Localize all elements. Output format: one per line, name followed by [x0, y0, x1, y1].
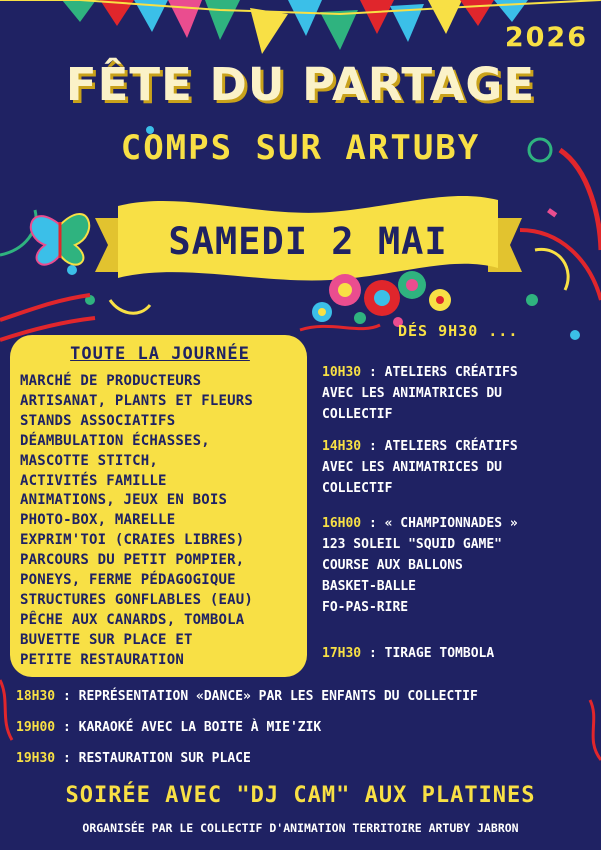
schedule-time: 16H00	[322, 516, 362, 531]
schedule-time: 17H30	[322, 646, 362, 661]
event-date: SAMEDI 2 MAI	[168, 220, 448, 263]
organizer-footer: ORGANISÉE PAR LE COLLECTIF D'ANIMATION TERRITOIRE ARTUBY JABRON	[82, 821, 519, 835]
evening-item	[16, 689, 596, 704]
list-item: PHOTO-BOX, MARELLE	[20, 512, 176, 529]
schedule-time: 14H30	[322, 439, 362, 454]
schedule-text: : « CHAMPIONNADES »	[361, 516, 518, 531]
soiree-headline: SOIRÉE AVEC "DJ CAM" AUX PLATINES	[65, 783, 536, 808]
schedule-item	[322, 362, 592, 425]
schedule-time: 10H30	[322, 365, 362, 380]
list-item: ARTISANAT, PLANTS ET FLEURS	[20, 392, 253, 409]
list-item: ANIMATIONS, JEUX EN BOIS	[20, 492, 228, 509]
all-day-title: TOUTE LA JOURNÉE	[70, 344, 250, 364]
list-item: MARCHÉ DE PRODUCTEURS	[20, 373, 202, 389]
schedule-text: : TIRAGE TOMBOLA	[361, 646, 495, 661]
schedule-text: : ATELIERS CRÉATIFS	[361, 365, 518, 380]
schedule-text: FO-PAS-RIRE	[322, 600, 409, 615]
schedule-text: AVEC LES ANIMATRICES DU	[322, 386, 503, 401]
start-time: DÉS 9H30 ...	[398, 322, 519, 340]
evening-text: : RESTAURATION SUR PLACE	[55, 751, 251, 766]
list-item: PETITE RESTAURATION	[20, 651, 184, 668]
schedule-text: COLLECTIF	[322, 407, 393, 422]
list-item: STRUCTURES GONFLABLES (EAU)	[20, 591, 253, 608]
schedule-text: BASKET-BALLE	[322, 579, 416, 594]
evening-item	[16, 720, 596, 735]
list-item: MASCOTTE STITCH,	[20, 452, 159, 469]
schedule-text: 123 SOLEIL "SQUID GAME"	[322, 537, 503, 552]
evening-time: 19H30	[16, 751, 56, 766]
page-title: FÊTE DU PARTAGE	[65, 58, 536, 111]
evening-item	[16, 751, 596, 766]
event-year: 2026	[504, 22, 588, 53]
evening-text: : KARAOKÉ AVEC LA BOITE À MIE'ZIK	[55, 720, 322, 735]
schedule-text: AVEC LES ANIMATRICES DU	[322, 460, 503, 475]
schedule-text: COURSE AUX BALLONS	[322, 558, 463, 573]
location-subtitle: COMPS SUR ARTUBY	[120, 128, 481, 168]
list-item: STANDS ASSOCIATIFS	[20, 412, 176, 429]
list-item: PÊCHE AUX CANARDS, TOMBOLA	[20, 611, 245, 628]
list-item: DÉAMBULATION ÉCHASSES,	[20, 432, 210, 449]
list-item: ACTIVITÉS FAMILLE	[20, 472, 167, 489]
schedule-item	[322, 436, 592, 499]
list-item: PARCOURS DU PETIT POMPIER,	[20, 552, 245, 569]
all-day-list	[20, 372, 310, 671]
evening-text: : REPRÉSENTATION «DANCE» PAR LES ENFANTS DU COLLECTIF	[55, 689, 478, 704]
butterfly-icon	[31, 214, 89, 265]
list-item: PONEYS, FERME PÉDAGOGIQUE	[20, 572, 236, 589]
schedule-item	[322, 643, 592, 664]
list-item: BUVETTE SUR PLACE ET	[20, 631, 193, 648]
evening-time: 18H30	[16, 689, 56, 704]
schedule-text: COLLECTIF	[322, 481, 393, 496]
schedule-text: : ATELIERS CRÉATIFS	[361, 439, 518, 454]
list-item: EXPRIM'TOI (CRAIES LIBRES)	[20, 532, 245, 549]
evening-time: 19H00	[16, 720, 56, 735]
schedule-item	[322, 513, 592, 618]
